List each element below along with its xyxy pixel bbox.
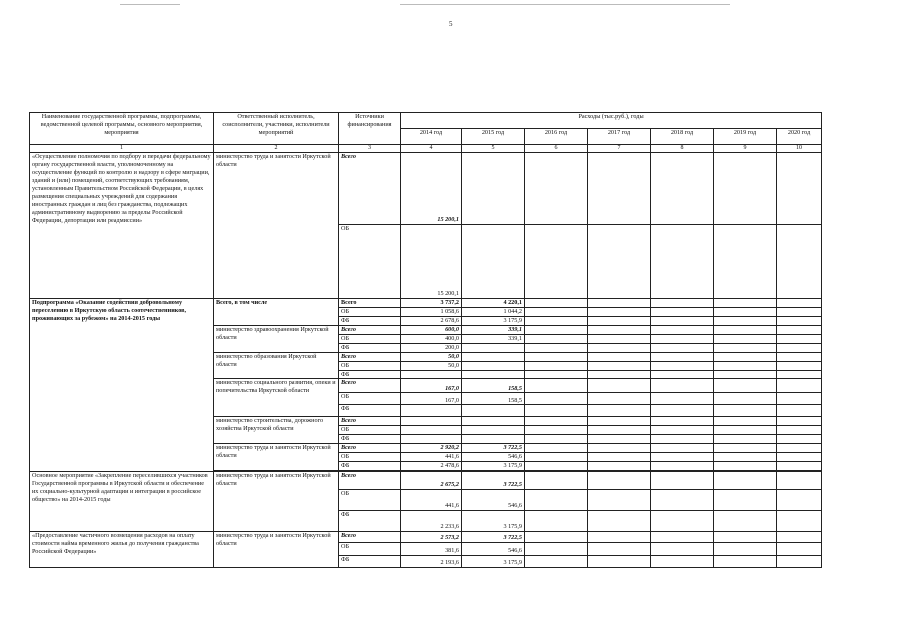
value-2015: 1 044,2 xyxy=(462,307,525,316)
source-ob: ОБ xyxy=(339,307,401,316)
top-scan-line xyxy=(400,4,730,5)
executor: министерство труда и занятости Иркутской области xyxy=(214,532,339,568)
source-ob: ОБ xyxy=(339,543,401,556)
source-ob: ОБ xyxy=(339,334,401,343)
value-2015: 158,5 xyxy=(462,393,525,405)
value-2014: 2 678,6 xyxy=(401,316,462,325)
value-2015: 546,6 xyxy=(462,490,525,511)
value-2014: 2 920,2 xyxy=(401,444,462,453)
column-number: 8 xyxy=(651,145,714,153)
source-vsego: Всего xyxy=(339,325,401,334)
header-name: Наименование государственной программы, подпрограммы, ведомственной целевой программы, основного мероприятия, мероприятия xyxy=(30,113,214,145)
header-year: 2019 год xyxy=(714,129,777,145)
source-vsego: Всего xyxy=(339,532,401,543)
value-2015: 339,1 xyxy=(462,325,525,334)
source-vsego: Всего xyxy=(339,379,401,393)
value-2014: 50,0 xyxy=(401,361,462,370)
value-2014: 3 737,2 xyxy=(401,299,462,308)
source-fb: ФБ xyxy=(339,556,401,568)
value-2015: 3 722,5 xyxy=(462,444,525,453)
source-ob: ОБ xyxy=(339,490,401,511)
source-ob: ОБ xyxy=(339,361,401,370)
value-2014: 15 200,1 xyxy=(401,153,462,225)
source-ob: ОБ xyxy=(339,225,401,299)
value-2014: 2 478,6 xyxy=(401,462,462,471)
column-number: 5 xyxy=(462,145,525,153)
header-year: 2017 год xyxy=(588,129,651,145)
value-2015: 4 220,1 xyxy=(462,299,525,308)
activity-name: «Осуществление полномочия по подбору и передачи федеральному органу государственной власти, уполномоченному на осуществление функций по контролю и надзору в сфере миграции, зданий и (или) помещений, соответствующих требованиям, установленным Правительством Российской Федерации, в целях размещения специальных учреждений для содержания иностранных граждан и лиц без гражданства, подлежащих административному выдворению за пределы Российской Федерации, депортации или реадмиссии» xyxy=(30,153,214,299)
source-vsego: Всего xyxy=(339,299,401,308)
header-year: 2020 год xyxy=(777,129,822,145)
value-2014: 441,6 xyxy=(401,453,462,462)
source-fb: ФБ xyxy=(339,462,401,471)
value-2015: 3 175,9 xyxy=(462,462,525,471)
value-2015: 158,5 xyxy=(462,379,525,393)
header-source: Источники финансирования xyxy=(339,113,401,145)
value-2015: 546,6 xyxy=(462,453,525,462)
column-number: 6 xyxy=(525,145,588,153)
executor: министерство строительства, дорожного хозяйства Иркутской области xyxy=(214,417,339,444)
source-fb: ФБ xyxy=(339,370,401,379)
table-row xyxy=(30,299,822,308)
source-vsego: Всего xyxy=(339,417,401,426)
source-ob: ОБ xyxy=(339,393,401,405)
value-2014: 400,0 xyxy=(401,334,462,343)
source-fb: ФБ xyxy=(339,511,401,532)
executor: министерство труда и занятости Иркутской области xyxy=(214,153,339,299)
value-2014: 600,0 xyxy=(401,325,462,334)
source-vsego: Всего xyxy=(339,444,401,453)
value-2014: 167,0 xyxy=(401,393,462,405)
value-2014: 2 573,2 xyxy=(401,532,462,543)
column-number: 1 xyxy=(30,145,214,153)
source-ob: ОБ xyxy=(339,426,401,435)
column-number: 10 xyxy=(777,145,822,153)
executor: министерство социального развития, опеки и попечительства Иркутской области xyxy=(214,379,339,417)
header-expenses: Расходы (тыс.руб.), годы xyxy=(401,113,822,129)
value-2015: 3 722,5 xyxy=(462,532,525,543)
source-ob: ОБ xyxy=(339,453,401,462)
executor: министерство труда и занятости Иркутской области xyxy=(214,472,339,532)
value-2014: 2 193,6 xyxy=(401,556,462,568)
value-2014: 2 675,2 xyxy=(401,472,462,490)
source-fb: ФБ xyxy=(339,405,401,417)
table-row xyxy=(30,532,822,543)
table-row xyxy=(30,153,822,225)
top-scan-line xyxy=(120,4,180,5)
expenditure-table xyxy=(29,112,822,568)
activity-name: «Предоставление частичного возмещения расходов на оплату стоимости найма временного жилья до получения гражданства Российской Федерации» xyxy=(30,532,214,568)
value-2014: 15 200,1 xyxy=(401,225,462,299)
executor: министерство труда и занятости Иркутской области xyxy=(214,444,339,471)
source-vsego: Всего xyxy=(339,472,401,490)
executor: министерство здравоохранения Иркутской области xyxy=(214,325,339,352)
table-row xyxy=(30,472,822,490)
value-2014: 200,0 xyxy=(401,343,462,352)
header-executor: Ответственный исполнитель, соисполнители, участники, исполнители мероприятий xyxy=(214,113,339,145)
subprogram-name: Подпрограмма «Оказание содействия добровольному переселению в Иркутскую область соотечественников, проживающих за рубежом» на 2014-2015 годы xyxy=(30,299,214,472)
value-2014: 381,6 xyxy=(401,543,462,556)
header-year: 2015 год xyxy=(462,129,525,145)
value-2015: 3 175,9 xyxy=(462,556,525,568)
source-fb: ФБ xyxy=(339,343,401,352)
header-year: 2018 год xyxy=(651,129,714,145)
value-2014: 167,0 xyxy=(401,379,462,393)
executor: Всего, в том числе xyxy=(214,299,339,326)
executor: министерство образования Иркутской области xyxy=(214,352,339,379)
value-2014: 441,6 xyxy=(401,490,462,511)
value-2014: 2 233,6 xyxy=(401,511,462,532)
value-2015: 546,6 xyxy=(462,543,525,556)
source-fb: ФБ xyxy=(339,435,401,444)
value-2015: 3 175,9 xyxy=(462,511,525,532)
header-year: 2016 год xyxy=(525,129,588,145)
main-activity-name: Основное мероприятие «Закрепление переселившихся участников Государственной программы в Иркутской области и обеспечение их социально-культурной адаптации и интеграции в российское общество» на 2014-2015 годы xyxy=(30,472,214,532)
value-2015: 3 722,5 xyxy=(462,472,525,490)
source-fb: ФБ xyxy=(339,316,401,325)
source-vsego: Всего xyxy=(339,153,401,225)
column-number: 9 xyxy=(714,145,777,153)
value-2014: 50,0 xyxy=(401,352,462,361)
page-number: 5 xyxy=(449,20,453,28)
source-vsego: Всего xyxy=(339,352,401,361)
column-number: 3 xyxy=(339,145,401,153)
header-year: 2014 год xyxy=(401,129,462,145)
value-2014: 1 058,6 xyxy=(401,307,462,316)
column-number: 4 xyxy=(401,145,462,153)
column-number: 2 xyxy=(214,145,339,153)
value-2015: 339,1 xyxy=(462,334,525,343)
value-2015: 3 175,9 xyxy=(462,316,525,325)
column-number: 7 xyxy=(588,145,651,153)
